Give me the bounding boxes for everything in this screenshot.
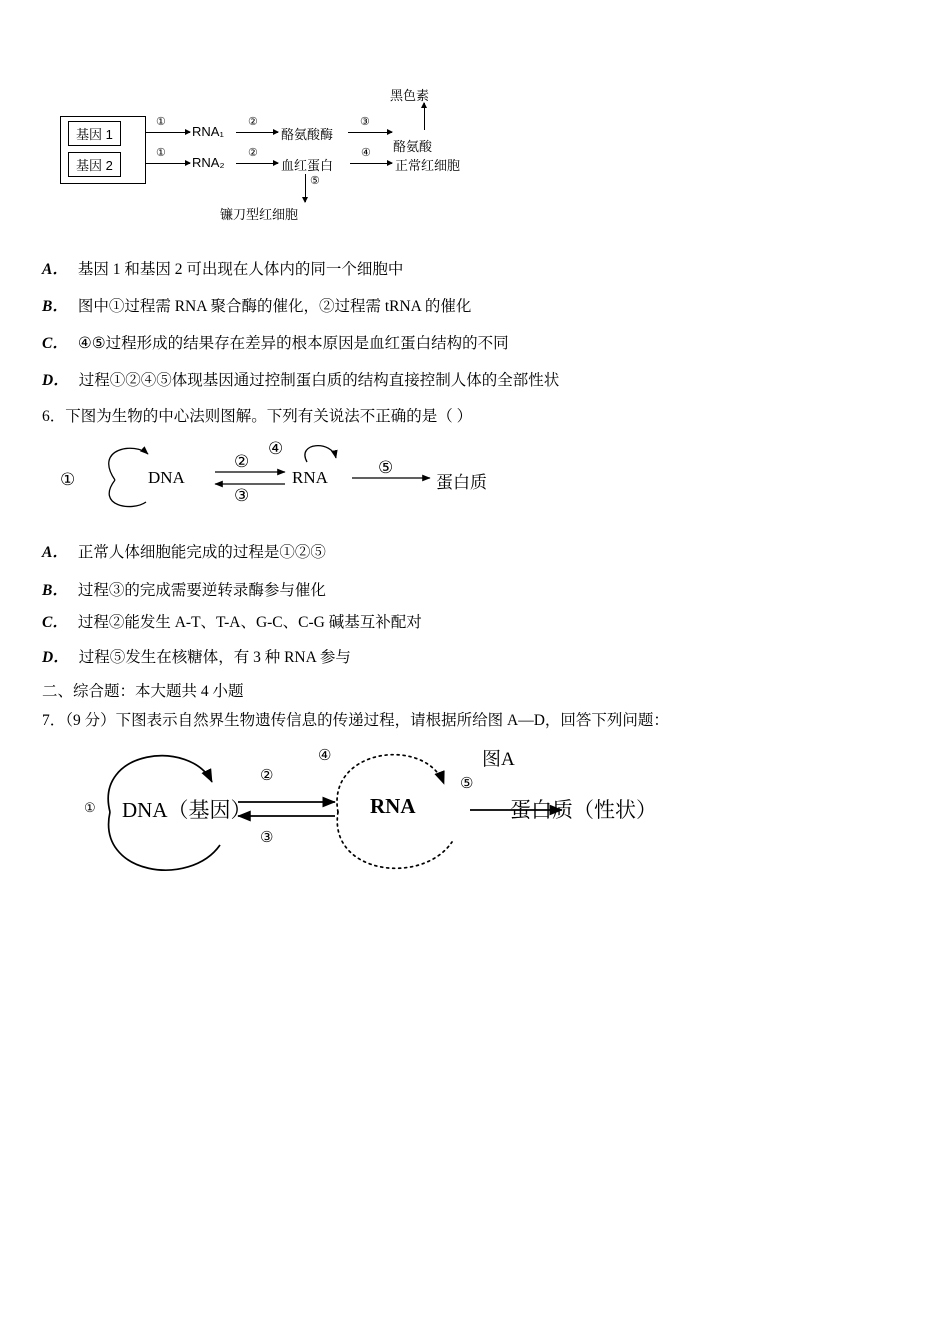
q5-option-a — [42, 257, 403, 279]
q5-option-a-text: 基因 1 和基因 2 可出现在人体内的同一个细胞中 — [77, 261, 404, 278]
hemoglobin-label: 血红蛋白 — [281, 158, 334, 173]
q6-option-c-tag: C． — [42, 614, 68, 631]
figure2-label-4: ④ — [268, 439, 284, 458]
q6-option-d — [42, 645, 351, 667]
rna1-label: RNA₁ — [192, 124, 224, 139]
q5-option-b-text: 图中①过程需 RNA 聚合酶的催化，②过程需 tRNA 的催化 — [77, 298, 472, 315]
gene-1-box: 基因 1 — [68, 121, 121, 146]
arrow-rna1-to-tyrosinase — [236, 132, 278, 133]
figure3-dna-label: DNA（基因） — [122, 798, 252, 822]
q6-option-d-tag: D． — [42, 649, 69, 666]
rna2-label: RNA₂ — [192, 155, 225, 170]
gene-2-box: 基因 2 — [68, 152, 121, 177]
q5-option-d-tag: D． — [42, 372, 69, 389]
arrow-hemoglobin-to-normal-rbc — [350, 163, 392, 164]
q6-option-c-text: 过程②能发生 A-T、T-A、G-C、C-G 碱基互补配对 — [77, 614, 422, 631]
q6-option-a-text: 正常人体细胞能完成的过程是①②⑤ — [77, 544, 326, 561]
arrow-gene2-to-rna2 — [146, 163, 190, 164]
q5-option-a-tag: A． — [42, 261, 68, 278]
q5-option-c-tag: C． — [42, 335, 68, 352]
q5-option-d — [42, 368, 559, 390]
normal-rbc-label: 正常红细胞 — [395, 158, 461, 173]
arrow-gene1-to-rna1 — [146, 132, 190, 133]
q6-option-d-text: 过程⑤发生在核糖体，有 3 种 RNA 参与 — [78, 649, 351, 666]
arrow-rna2-to-hemoglobin — [236, 163, 278, 164]
figure1-label-2a: ② — [248, 116, 258, 128]
q6-option-c — [42, 610, 422, 632]
figure1-label-1a: ① — [156, 116, 166, 128]
q6-option-b-tag: B． — [42, 582, 68, 599]
q6-option-b-text: 过程③的完成需要逆转录酶参与催化 — [77, 582, 326, 599]
section2-heading: 二、综合题：本大题共 4 小题 — [42, 683, 244, 700]
q5-option-b-tag: B． — [42, 298, 68, 315]
q5-option-d-text: 过程①②④⑤体现基因通过控制蛋白质的结构直接控制人体的全部性状 — [78, 372, 560, 389]
figure3-label-1: ① — [84, 800, 96, 815]
figure1-label-3: ③ — [360, 116, 370, 128]
q6-option-a-tag: A． — [42, 544, 68, 561]
figure-central-dogma-large — [70, 740, 710, 900]
figure2-label-2: ② — [234, 452, 250, 471]
arrow-tyrosinase-to-tyrosine — [348, 132, 392, 133]
figure3-title-label: 图A — [482, 749, 515, 770]
figure3-label-5: ⑤ — [460, 776, 474, 792]
figure1-label-2b: ② — [248, 147, 258, 159]
figure3-label-4: ④ — [318, 748, 332, 764]
figure1-label-1b: ① — [156, 147, 166, 159]
figure-gene-expression — [60, 88, 480, 233]
figure2-protein-label: 蛋白质 — [436, 473, 487, 492]
arrow-tyrosine-to-melanin — [424, 103, 425, 130]
q5-option-c — [42, 331, 509, 353]
q5-option-c-text: ④⑤过程形成的结果存在差异的根本原因是血红蛋白结构的不同 — [77, 335, 509, 352]
figure3-label-3: ③ — [260, 830, 274, 846]
figure2-label-5: ⑤ — [378, 458, 394, 477]
arrow-hemoglobin-to-sickle-rbc — [305, 174, 306, 202]
figure3-label-2: ② — [260, 768, 274, 784]
figure2-dna-label: DNA — [148, 468, 185, 487]
q6-stem: 6．下图为生物的中心法则图解。下列有关说法不正确的是（ ） — [42, 408, 473, 425]
tyrosine-label: 酪氨酸 — [393, 139, 433, 154]
figure3-rna-label: RNA — [370, 794, 416, 818]
figure2-label-3: ③ — [234, 486, 250, 505]
q5-option-b — [42, 294, 471, 316]
melanin-label: 黑色素 — [390, 88, 430, 103]
q6-option-b — [42, 578, 326, 600]
sickle-rbc-label: 镰刀型红细胞 — [220, 207, 299, 222]
q6-option-a — [42, 540, 326, 562]
figure3-protein-label: 蛋白质（性状） — [510, 798, 657, 822]
q7-stem: 7．（9 分）下图表示自然界生物遗传信息的传递过程，请根据所给图 A—D，回答下列问题： — [42, 712, 669, 729]
figure2-label-1: ① — [60, 470, 76, 489]
tyrosinase-label: 酪氨酸酶 — [281, 127, 334, 142]
figure-central-dogma-small — [60, 439, 487, 520]
figure2-rna-label: RNA — [292, 468, 328, 487]
figure1-label-4: ④ — [361, 147, 371, 159]
figure1-label-5: ⑤ — [310, 175, 320, 187]
